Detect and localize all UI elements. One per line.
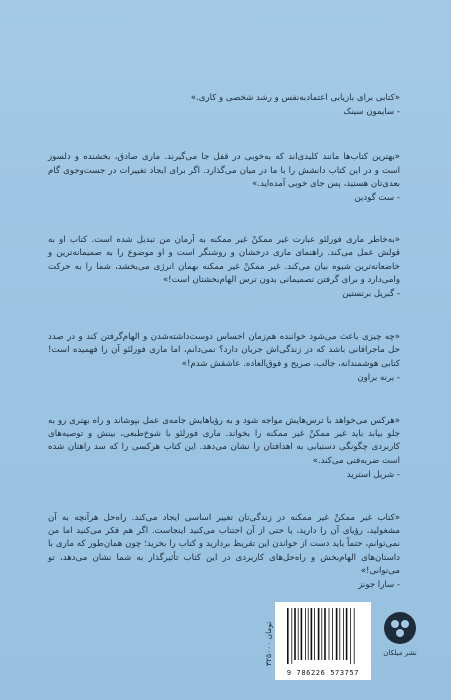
quote-text: «هرکس می‌خواهد با ترس‌هایش مواجه شود و به رؤیاهایش جامه‌ی عمل بپوشاند و راه بهتری رو به جلو بیابد باید غیر ممکنْ غیر ممکنه را بخواند. ماری فورلئو با شوخ‌طبعی، بینش و توصیه‌های کاربردی چگونگی دستیابی به اهدافتان را نشان می‌دهد. این کتاب هرکسی را که سد راهتان شده است ضربه‌فنی می‌کند.» [48, 416, 400, 466]
quote-author: - سایمون سینک [343, 107, 400, 118]
quote-text: «به‌خاطر ماری فورلئو عبارت غیر ممکنْ غیر ممکنه به آرمان من تبدیل شده است. کتاب او به قولش عمل می‌کند. راهنمای ماری درخشان و روشنگر است و او موضوع را به صمیمانه‌ترین و خاضعانه‌ترین شیوه بیان می‌کند. غیر ممکنْ غیر ممکنه بهمان انرژی می‌بخشد، شما را به حرکت وامی‌دارد و برای گرفتن تصمیماتی بدون ترس الهام‌بخشتان است!» [48, 235, 400, 285]
quote-text: «کتاب غیر ممکنْ غیر ممکنه در زندگی‌تان تغییر اساسی ایجاد می‌کند. راه‌حل هرآنچه به آن مشغولید، رؤیای آن را دارید، یا حتی از آن اجتناب می‌کنید اینجاست. اگر هم فکر می‌کنید اما من نمی‌توانم، حتماً باید دست از خواندن این تقریظ بردارید و کتاب را بخرید؛ چون همان‌طور که ماری با داستان‌های الهام‌بخش و راه‌حل‌های کاربردی در این کتاب تأثیرگذار به شما نشان می‌دهد، تو می‌توانی!» [48, 513, 400, 576]
quote-block [48, 234, 400, 301]
quote-block [48, 512, 400, 592]
quote-block [48, 92, 400, 119]
quote-author: - سارا جونز [358, 580, 400, 591]
milkan-logo-icon [384, 612, 416, 644]
quote-block [48, 415, 400, 482]
quote-text: «چه چیزی باعث می‌شود خواننده هم‌زمان احساس دوست‌داشته‌شدن و الهام‌گرفتن کند و در صدد حل ماجرافانی باشد که در زندگی‌اش جریان دارد؟ نمی‌دانم، اما ماری فورلئو آن را فهمیده است! کتابی هوشمندانه، جالب، صریح و فوق‌العاده. عاشقش شدم!» [48, 332, 400, 369]
quote-author: - شریل استرید [346, 469, 400, 480]
quote-text: «بهترین کتاب‌ها مانند کلیدی‌اند که به‌خوبی در قفل جا می‌گیرند. ماری صادق، بخشنده و دلسوز است و در این کتاب دانشش را با ما در میان می‌گذارد. اگر برای ایجاد تغییرات در جست‌وجوی گام بعدی‌تان هستید، پس جای خوبی آمده‌اید.» [48, 152, 400, 189]
price-label: ۳۲۵۰۰۰ تومان [264, 621, 273, 667]
quote-author: - برنه براون [357, 372, 400, 383]
barcode-icon [285, 608, 361, 664]
quote-block [48, 331, 400, 385]
quote-text: «کتابی برای بازیابی اعتمادبه‌نفس و رشد شخصی و کاری.» [190, 93, 400, 103]
barcode-digits: 9 786226 573757 [286, 669, 360, 677]
quote-author: - گبریل برنستین [342, 289, 400, 300]
publisher-name: نشر میلکان [383, 649, 417, 657]
publisher-logo [380, 612, 420, 674]
quotes-section [48, 92, 400, 592]
quote-block [48, 151, 400, 205]
isbn-barcode [275, 602, 371, 680]
quote-author: - ست گودین [354, 193, 400, 204]
